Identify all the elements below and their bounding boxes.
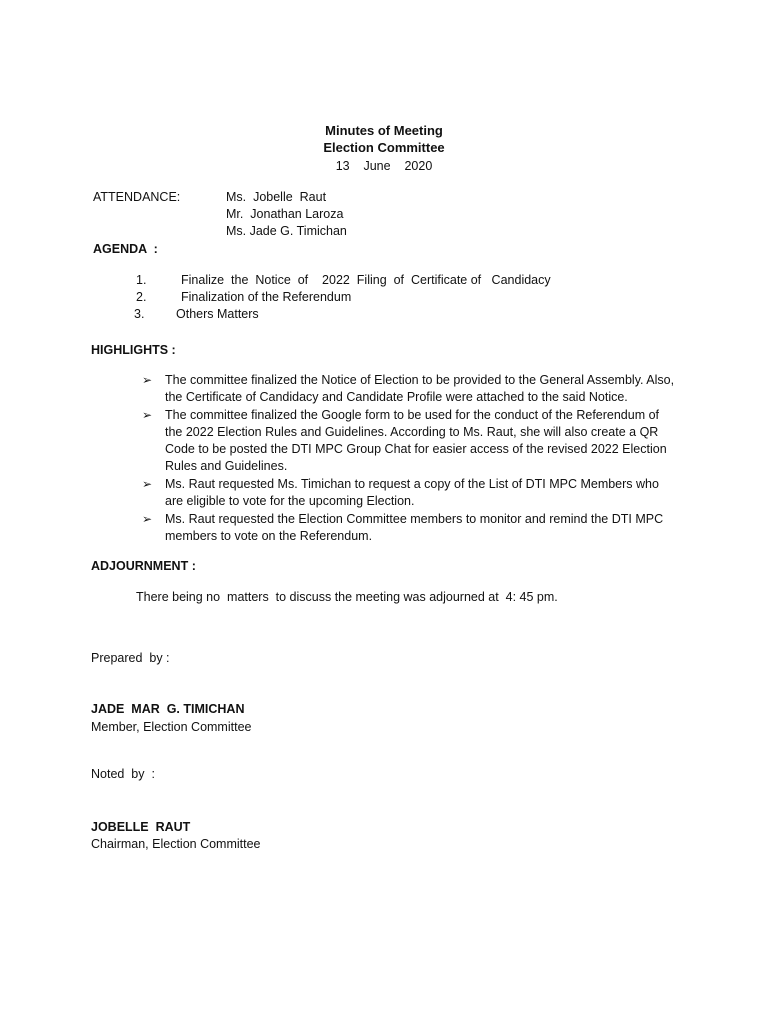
agenda-item: Others Matters bbox=[176, 307, 259, 321]
agenda-number: 1. bbox=[136, 273, 147, 287]
highlight-item: Ms. Raut requested Ms. Timichan to request a copy of the List of DTI MPC Members who are eligible to vote for the upcoming Election. bbox=[165, 477, 659, 508]
attendee: Mr. Jonathan Laroza bbox=[226, 207, 344, 221]
agenda-item: Finalize the Notice of 2022 Filing of Certificate of Candidacy bbox=[181, 273, 551, 287]
adjournment-label: ADJOURNMENT : bbox=[91, 559, 196, 573]
attendee: Ms. Jobelle Raut bbox=[226, 190, 327, 204]
attendee: Ms. Jade G. Timichan bbox=[226, 224, 347, 238]
agenda-number: 3. bbox=[134, 307, 145, 321]
agenda-item: Finalization of the Referendum bbox=[181, 290, 352, 304]
noter-name: JOBELLE RAUT bbox=[91, 820, 191, 834]
prepared-by-label: Prepared by : bbox=[91, 651, 170, 665]
document-title: Minutes of Meeting bbox=[325, 123, 443, 138]
meeting-date: 13 June 2020 bbox=[335, 159, 433, 173]
agenda-number: 2. bbox=[136, 290, 147, 304]
noter-role: Chairman, Election Committee bbox=[91, 837, 261, 851]
highlight-item: The committee finalized the Notice of Election to be provided to the General Assembly. Also, the Certificate of Candidacy and Candidate Profile were attached to the said Notice. bbox=[165, 373, 675, 404]
preparer-role: Member, Election Committee bbox=[91, 720, 252, 734]
arrow-bullet-icon: ➢ bbox=[142, 512, 153, 526]
agenda-label: AGENDA : bbox=[93, 242, 158, 256]
adjournment-text: There being no matters to discuss the meeting was adjourned at 4: 45 pm. bbox=[136, 590, 558, 604]
arrow-bullet-icon: ➢ bbox=[142, 477, 153, 491]
noted-by-label: Noted by : bbox=[91, 767, 155, 781]
highlights-label: HIGHLIGHTS : bbox=[91, 343, 176, 357]
highlight-item: The committee finalized the Google form to be used for the conduct of the Referendum of the 2022 Election Rules and Guidelines. According to Ms. Raut, she will also create a QR Code to be posted the DTI MPC Group Chat for easier access of the revised 2022 Election Rules and Guidelines. bbox=[165, 408, 667, 473]
highlight-item: Ms. Raut requested the Election Committee members to monitor and remind the DTI MPC members to vote on the Referendum. bbox=[165, 512, 664, 543]
arrow-bullet-icon: ➢ bbox=[142, 373, 153, 387]
committee-name: Election Committee bbox=[323, 140, 445, 155]
attendance-label: ATTENDANCE: bbox=[93, 190, 181, 204]
arrow-bullet-icon: ➢ bbox=[142, 408, 153, 422]
preparer-name: JADE MAR G. TIMICHAN bbox=[91, 702, 245, 716]
